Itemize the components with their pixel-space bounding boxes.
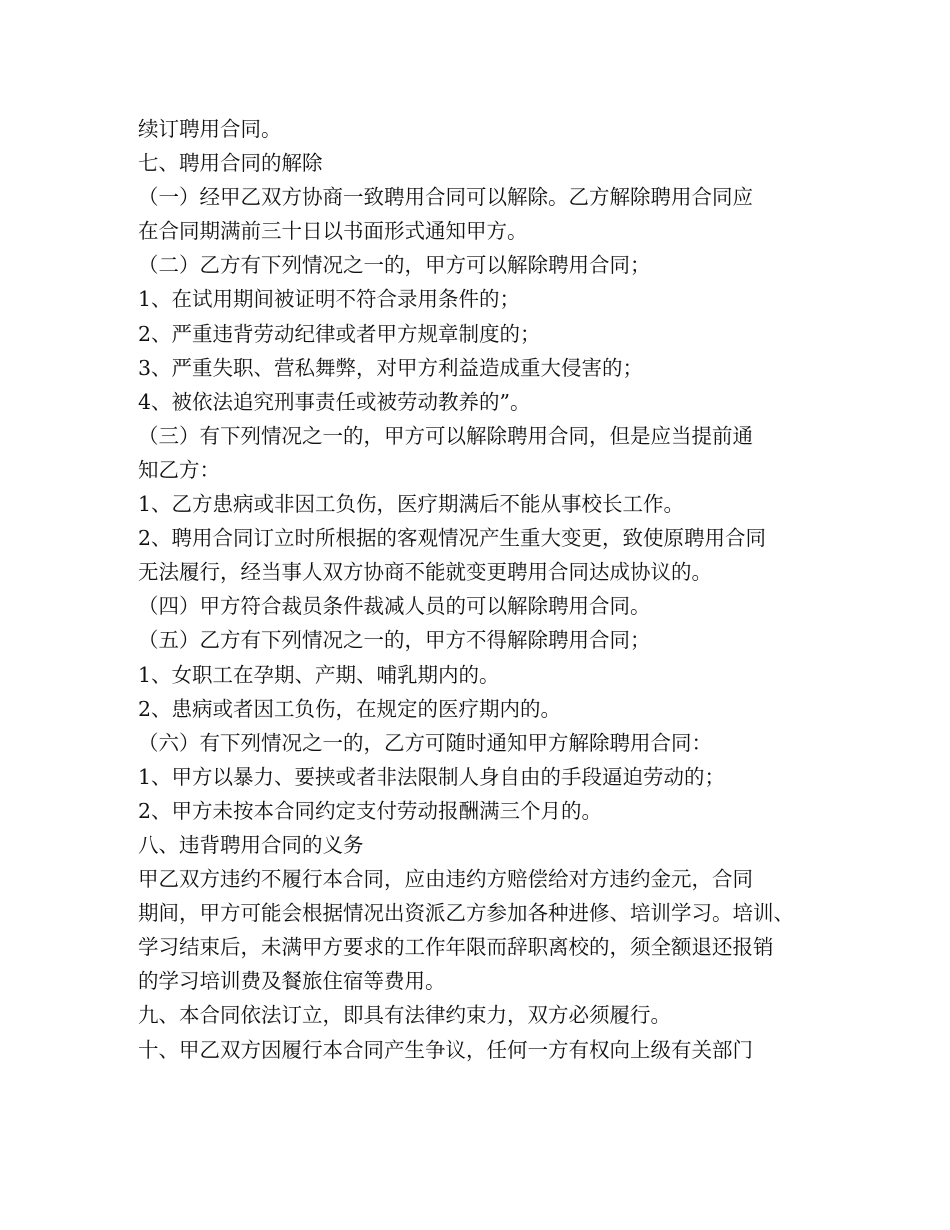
text-line: 学习结束后，未满甲方要求的工作年限而辞职离校的，须全额退还报销 xyxy=(138,935,774,960)
text-line: 甲乙双方违约不履行本合同，应由违约方赔偿给对方违约金元，合同 xyxy=(138,867,753,892)
text-line: 在合同期满前三十日以书面形式通知甲方。 xyxy=(138,219,528,244)
list-item: 1、女职工在孕期、产期、哺乳期内的。 xyxy=(138,662,500,687)
text-line: （四）甲方符合裁员条件裁减人员的可以解除聘用合同。 xyxy=(138,594,651,619)
text-line: （二）乙方有下列情况之一的，甲方可以解除聘用合同； xyxy=(138,253,651,278)
list-item: 1、甲方以暴力、要挟或者非法限制人身自由的手段逼迫劳动的； xyxy=(138,764,726,789)
text-line: 知乙方： xyxy=(138,457,220,482)
list-item: 2、聘用合同订立时所根据的客观情况产生重大变更，致使原聘用合同 xyxy=(138,526,767,551)
list-item: 2、严重违背劳动纪律或者甲方规章制度的； xyxy=(138,321,541,346)
text-line: （一）经甲乙双方协商一致聘用合同可以解除。乙方解除聘用合同应 xyxy=(138,185,753,210)
text-line: 续订聘用合同。 xyxy=(138,117,282,141)
list-item: 1、乙方患病或非因工负伤，医疗期满后不能从事校长工作。 xyxy=(138,492,685,517)
text-line: （三）有下列情况之一的，甲方可以解除聘用合同，但是应当提前通 xyxy=(138,423,753,448)
text-line: 的学习培训费及餐旅住宿等费用。 xyxy=(138,969,446,994)
document-body xyxy=(138,112,828,1067)
text-line: 无法履行，经当事人双方协商不能就变更聘用合同达成协议的。 xyxy=(138,560,712,585)
section-heading-7: 七、聘用合同的解除 xyxy=(138,151,323,176)
list-item: 2、甲方未按本合同约定支付劳动报酬满三个月的。 xyxy=(138,798,603,823)
list-item: 1、在试用期间被证明不符合录用条件的； xyxy=(138,287,521,312)
text-line: （五）乙方有下列情况之一的，甲方不得解除聘用合同； xyxy=(138,628,651,653)
list-item: 4、被依法追究刑事责任或被劳动教养的”。 xyxy=(138,389,531,414)
list-item: 3、严重失职、营私舞弊，对甲方利益造成重大侵害的； xyxy=(138,355,644,380)
list-item: 2、患病或者因工负伤，在规定的医疗期内的。 xyxy=(138,696,562,721)
text-line: 期间，甲方可能会根据情况出资派乙方参加各种进修、培训学习。培训、 xyxy=(138,901,794,926)
section-heading-8: 八、违背聘用合同的义务 xyxy=(138,832,364,857)
section-heading-9: 九、本合同依法订立，即具有法律约束力，双方必须履行。 xyxy=(138,1003,671,1028)
section-heading-10: 十、甲乙双方因履行本合同产生争议，任何一方有权向上级有关部门 xyxy=(138,1037,753,1062)
text-line: （六）有下列情况之一的，乙方可随时通知甲方解除聘用合同： xyxy=(138,730,712,755)
